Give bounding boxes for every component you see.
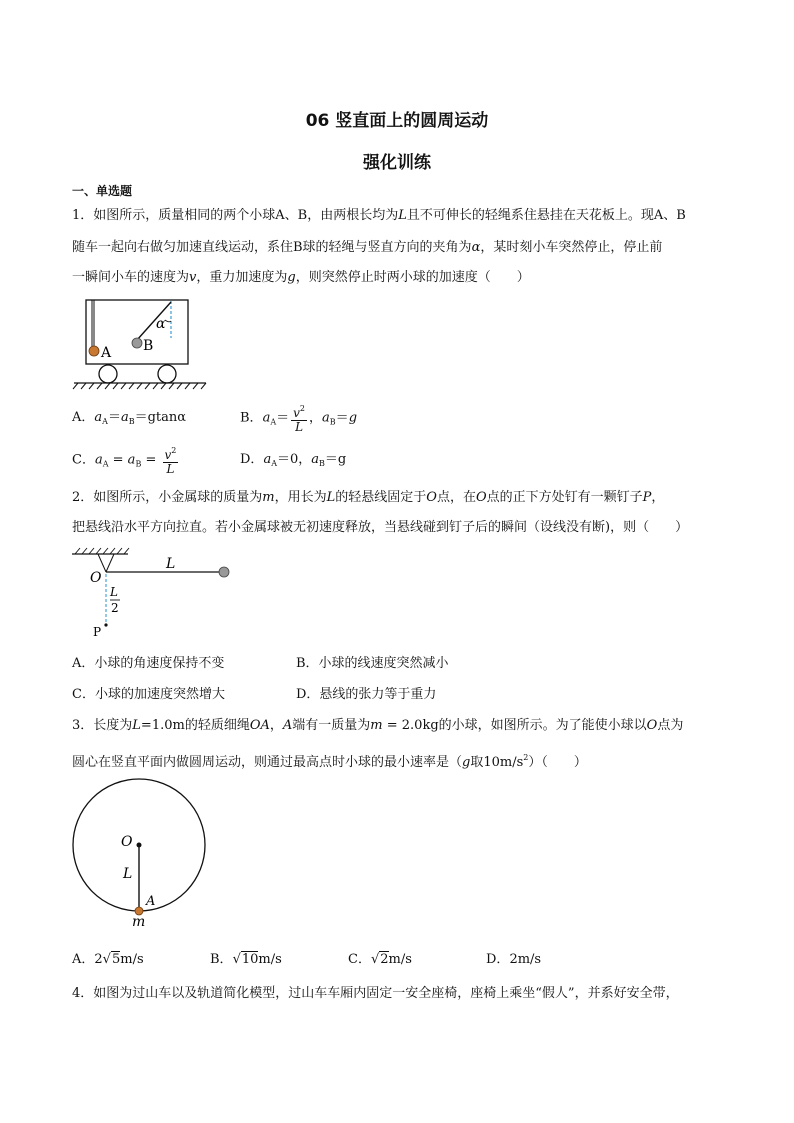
q2-option-c[interactable]: C．小球的加速度突然增大	[72, 687, 225, 702]
q1-label-b: B	[143, 338, 154, 354]
q3-label-l: L	[123, 866, 133, 882]
q3-option-d[interactable]: D．2m/s	[486, 952, 542, 967]
q3-circle-figure	[70, 776, 210, 928]
q2-option-a[interactable]: A．小球的角速度保持不变	[72, 656, 225, 671]
section-heading: 一、单选题	[72, 184, 133, 198]
q2-label-half-num: L	[110, 585, 118, 599]
q1-line-2: 随车一起向右做匀加速直线运动，系住B球的轻绳与竖直方向的夹角为α，某时刻小车突然停止，停止前	[72, 240, 663, 255]
q1-cart-figure	[70, 294, 210, 392]
q1-option-a[interactable]: A．$a_A=a_B=gtan\alpha$	[72, 410, 187, 426]
q1-option-c[interactable]: C．$a_A = a_B$ = $\frac{v^2}{L}$	[72, 446, 177, 476]
q3-label-m: m	[132, 914, 146, 928]
q2-line-2: 把悬线沿水平方向拉直。若小金属球被无初速度释放，当悬线碰到钉子后的瞬间（设线没有断)，则（ ）	[72, 520, 689, 535]
q3-line-1: 3．长度为L=1.0m的轻质细绳OA，A端有一质量为m = 2.0kg的小球，如图所示。为了能使小球以O点为	[72, 718, 684, 733]
q1-line-1: 1．如图所示，质量相同的两个小球A、B，由两根长均为L且不可伸长的轻绳系住悬挂在天花板上。现A、B	[72, 208, 686, 223]
q4-line-1: 4．如图为过山车以及轨道简化模型，过山车车厢内固定一安全座椅，座椅上乘坐“假人”，并系好安全带，	[72, 986, 679, 1001]
q2-label-l: L	[166, 556, 176, 572]
q3-option-c[interactable]: C．√2m/s	[348, 952, 412, 967]
q2-option-b[interactable]: B．小球的线速度突然减小	[296, 656, 449, 671]
q3-option-a[interactable]: A．2√5m/s	[72, 952, 144, 967]
q1-option-b[interactable]: B．$a_A=$ $\frac{v^2}{L}$ ，$a_B=g$	[240, 404, 358, 434]
q1-c-fraction: $\frac{v^2}{L}$	[164, 446, 177, 476]
q2-pendulum-figure	[70, 546, 240, 640]
q3-line-2: 圆心在竖直平面内做圆周运动，则通过最高点时小球的最小速率是（g取$10m/s^2$）（ ）	[72, 753, 587, 770]
q3-label-a: A	[146, 894, 156, 909]
q3-option-b[interactable]: B．√10m/s	[210, 952, 282, 967]
page-subtitle: 强化训练	[363, 153, 431, 173]
q2-label-p: P	[93, 625, 102, 639]
q1-label-a: A	[101, 345, 112, 361]
q2-label-o: O	[90, 570, 102, 586]
q1-label-alpha: α	[156, 316, 166, 332]
q3-label-o: O	[121, 834, 133, 850]
page-title: 06 竖直面上的圆周运动	[305, 111, 489, 131]
q2-option-d[interactable]: D．悬线的张力等于重力	[296, 687, 437, 702]
q2-line-1: 2．如图所示，小金属球的质量为m，用长为L的轻悬线固定于O点，在O点的正下方处钉有一颗钉子P，	[72, 490, 665, 505]
q1-option-d[interactable]: D．$a_A=0$，$a_B=g$	[240, 452, 347, 468]
q1-b-fraction: $\frac{v^2}{L}$	[293, 404, 305, 434]
q1-line-3: 一瞬间小车的速度为v，重力加速度为g，则突然停止时两小球的加速度（ ）	[72, 270, 530, 285]
q2-label-half-den: 2	[111, 601, 119, 615]
